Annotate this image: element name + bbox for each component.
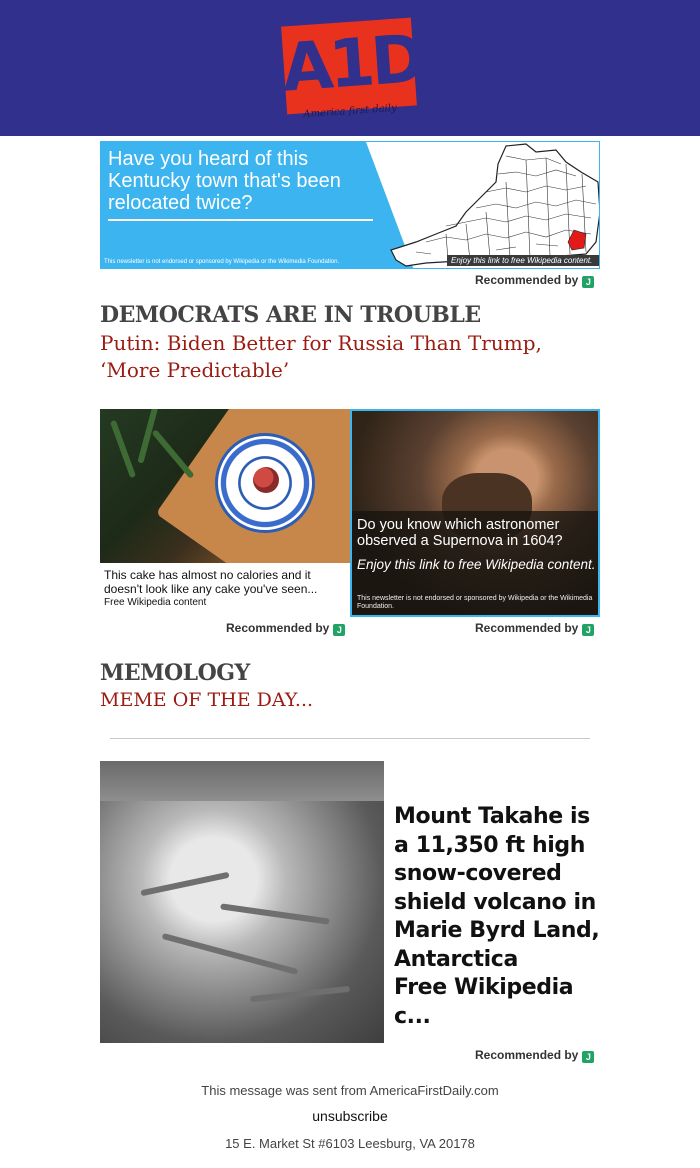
recommender-logo-icon: J: [582, 276, 594, 288]
meme-of-the-day-link[interactable]: MEME OF THE DAY...: [100, 689, 314, 711]
astronomer-ad[interactable]: [350, 409, 600, 617]
headline-link[interactable]: Putin: Biden Better for Russia Than Trump, ‘More Predictable’: [100, 331, 542, 382]
section-heading-democrats: DEMOCRATS ARE IN TROUBLE: [100, 302, 481, 328]
volcano-source: Free Wikipedia c...: [394, 975, 574, 1029]
recommender-logo-icon: J: [582, 624, 594, 636]
herb-sprig: [151, 429, 194, 479]
recommended-by-label[interactable]: [475, 273, 594, 288]
recommender-logo-icon: J: [333, 624, 345, 636]
photo-ridge: [140, 872, 229, 897]
astronomer-invite: Enjoy this link to free Wikipedia content.: [357, 557, 596, 572]
unsubscribe-link[interactable]: unsubscribe: [312, 1108, 388, 1124]
astronomer-question: Do you know which astronomer observed a Supernova in 1604?: [357, 517, 563, 549]
header-banner: [0, 0, 700, 136]
astronomer-disclaimer: This newsletter is not endorsed or sponsored by Wikipedia or the Wikimedia Foundation.: [357, 595, 593, 610]
section-heading-memology: MEMOLOGY: [100, 660, 250, 686]
footer-sent-from: This message was sent from AmericaFirstDaily.com: [201, 1083, 499, 1098]
a1d-logo[interactable]: [279, 14, 425, 126]
footer-address: 15 E. Market St #6103 Leesburg, VA 20178: [225, 1136, 475, 1151]
cake-dessert: [253, 467, 279, 493]
cake-ad[interactable]: [100, 409, 350, 617]
recommended-text: Recommended by: [475, 273, 579, 287]
recommended-by-label[interactable]: [475, 1048, 594, 1063]
kentucky-ad[interactable]: [100, 141, 600, 269]
photo-ridge: [162, 933, 299, 975]
volcano-photo[interactable]: [100, 761, 384, 1043]
photo-ridge: [220, 903, 330, 924]
recommended-text: Recommended by: [475, 621, 579, 635]
recommended-by-label[interactable]: [475, 621, 594, 636]
volcano-ad-text[interactable]: [394, 803, 604, 1031]
herb-sprig: [110, 420, 136, 478]
cake-photo: [100, 409, 350, 563]
logo-tagline: America first daily: [302, 102, 398, 121]
logo-text: A1D: [279, 20, 425, 107]
recommended-by-label[interactable]: [226, 621, 345, 636]
kentucky-map-image: [386, 142, 600, 269]
photo-sky: [100, 761, 384, 801]
recommended-text: Recommended by: [475, 1048, 579, 1062]
cake-ad-source: Free Wikipedia content: [104, 597, 207, 608]
recommender-logo-icon: J: [582, 1051, 594, 1063]
ad-underline: [108, 219, 373, 221]
map-caption: Enjoy this link to free Wikipedia content.: [447, 255, 599, 266]
ad-disclaimer: This newsletter is not endorsed or sponsored by Wikipedia or the Wikimedia Foundation.: [104, 259, 340, 265]
recommended-text: Recommended by: [226, 621, 330, 635]
cake-ad-text: This cake has almost no calories and it doesn't look like any cake you've seen...: [104, 568, 318, 596]
photo-ridge: [250, 986, 350, 1002]
volcano-text: Mount Takahe is a 11,350 ft high snow-covered shield volcano in Marie Byrd Land, Antarctica: [394, 804, 600, 972]
ad-title: Have you heard of this Kentucky town that's been relocated twice?: [108, 148, 341, 214]
divider: [110, 738, 590, 739]
